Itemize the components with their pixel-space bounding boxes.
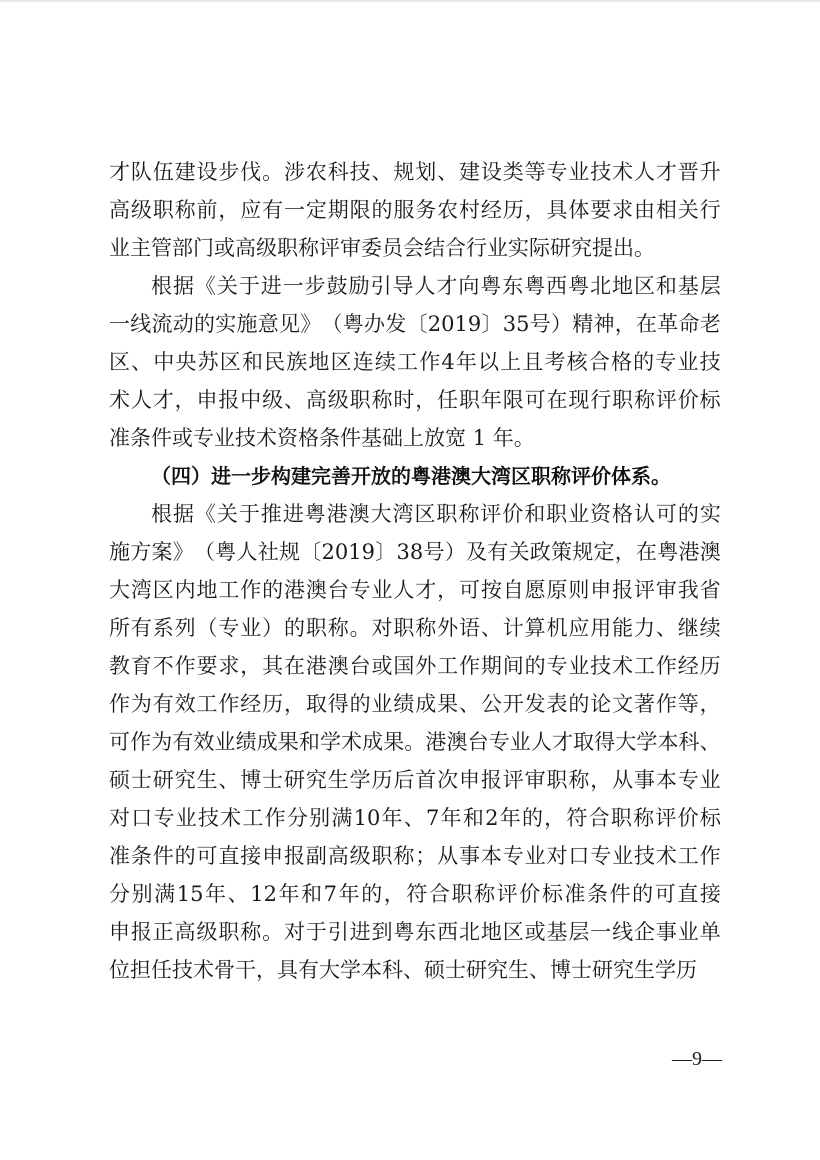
- text-line: 根 据 《 关 于 推 进 粤 港 澳 大 湾 区 职 称 评 价 和 职 业 资 格 认 可 的 实: [151, 502, 721, 526]
- page-number: —9—: [672, 1048, 722, 1070]
- text-line: 分 别 满 15 年 、 12 年 和 7 年 的 ， 符 合 职 称 评 价 标 准 条 件 的 可 直 接: [109, 882, 721, 906]
- body-paragraph: [109, 495, 721, 989]
- section-heading: （四）进一步构建完善开放的粤港澳大湾区职称评价体系。: [151, 464, 671, 488]
- text-line: 可 作 为 有 效 业 绩 成 果 和 学 术 成 果 。 港 澳 台 专 业 人 才 取 得 大 学 本 科 、: [109, 730, 721, 754]
- text-line: 高 级 职 称 前 ， 应 有 一 定 期 限 的 服 务 农 村 经 历 ， 具 体 要 求 由 相 关 行: [109, 198, 721, 222]
- text-line: 位担任技术骨干，具有大学本科、硕士研究生、博士研究生学历: [109, 958, 697, 982]
- text-line: 准 条 件 的 可 直 接 申 报 副 高 级 职 称 ； 从 事 本 专 业 对 口 专 业 技 术 工 作: [109, 844, 721, 868]
- text-line: 大 湾 区 内 地 工 作 的 港 澳 台 专 业 人 才 ， 可 按 自 愿 原 则 申 报 评 审 我 省: [109, 578, 721, 602]
- text-line: 教 育 不 作 要 求 ， 其 在 港 澳 台 或 国 外 工 作 期 间 的 专 业 技 术 工 作 经 历: [109, 654, 721, 678]
- text-line: 术 人 才 ， 申 报 中 级 、 高 级 职 称 时 ， 任 职 年 限 可 在 现 行 职 称 评 价 标: [109, 388, 721, 412]
- text-line: 业主管部门或高级职称评审委员会结合行业实际研究提出。: [109, 236, 655, 260]
- body-paragraph: [109, 153, 721, 267]
- text-line: 硕 士 研 究 生 、 博 士 研 究 生 学 历 后 首 次 申 报 评 审 职 称 ， 从 事 本 专 业: [109, 768, 721, 792]
- text-line: 施 方 案 》 （ 粤 人 社 规 〔 2019 〕 38 号 ） 及 有 关 政 策 规 定 ， 在 粤 港 澳: [109, 540, 721, 564]
- text-line: 根 据 《 关 于 进 一 步 鼓 励 引 导 人 才 向 粤 东 粤 西 粤 北 地 区 和 基 层: [151, 274, 721, 298]
- text-line: 才 队 伍 建 设 步 伐 。 涉 农 科 技 、 规 划 、 建 设 类 等 专 业 技 术 人 才 晋 升: [109, 160, 721, 184]
- text-line: 区 、 中 央 苏 区 和 民 族 地 区 连 续 工 作 4 年 以 上 且 考 核 合 格 的 专 业 技: [109, 350, 721, 374]
- body-paragraph: [109, 267, 721, 457]
- text-line: 对 口 专 业 技 术 工 作 分 别 满 10 年 、 7 年 和 2 年 的 ， 符 合 职 称 评 价 标: [109, 806, 721, 830]
- text-line: 所 有 系 列 （ 专 业 ） 的 职 称 。 对 职 称 外 语 、 计 算 机 应 用 能 力 、 继 续: [109, 616, 721, 640]
- text-line: 准条件或专业技术资格条件基础上放宽 1 年。: [109, 426, 535, 450]
- document-body: [109, 153, 721, 989]
- text-line: 一 线 流 动 的 实 施 意 见 》 （ 粤 办 发 〔 2019 〕 35 号 ） 精 神 ， 在 革 命 老: [109, 312, 721, 336]
- text-line: 作 为 有 效 工 作 经 历 ， 取 得 的 业 绩 成 果 、 公 开 发 表 的 论 文 著 作 等 ，: [109, 692, 721, 716]
- text-line: 申 报 正 高 级 职 称 。 对 于 引 进 到 粤 东 西 北 地 区 或 基 层 一 线 企 事 业 单: [109, 920, 721, 944]
